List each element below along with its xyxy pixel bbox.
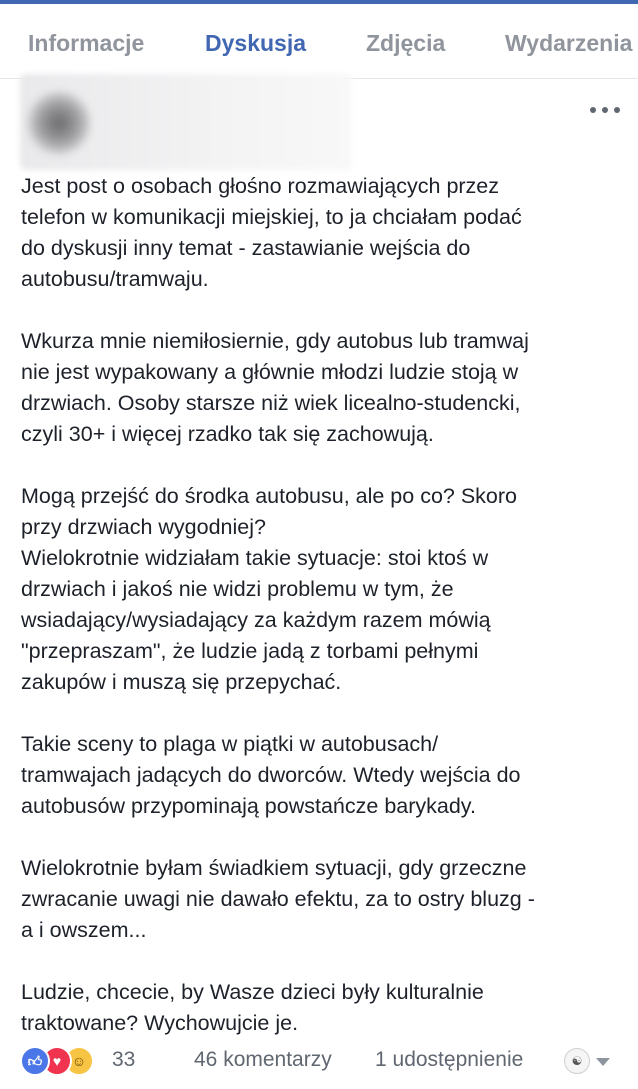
- post-paragraph: Ludzie, chcecie, by Wasze dzieci były kulturalnie traktowane? Wychowujcie je.: [21, 980, 484, 1035]
- page-tabs: [0, 4, 638, 79]
- post-paragraph: Wielokrotnie byłam świadkiem sytuacji, gdy grzeczne zwracanie uwagi nie dawało efektu, za to ostry bluzg - a i owszem...: [21, 856, 535, 942]
- tab-dyskusja[interactable]: Dyskusja: [205, 30, 307, 56]
- tab-zdjecia[interactable]: Zdjęcia: [366, 30, 446, 56]
- post-paragraph: Mogą przejść do środka autobusu, ale po co? Skoro przy drzwiach wygodniej? Wielokrotnie widziałam takie sytuacje: stoi ktoś w drzwiach i jakoś nie widzi problemu w tym, że wsiadający/wysiadający za każdym razem mówią "przepraszam", że ludzie jadą z torbami pełnymi zakupów i muszą się przepychać.: [21, 484, 517, 694]
- haha-icon: ☺: [64, 1046, 94, 1076]
- post-paragraph: Wkurza mnie niemiłosiernie, gdy autobus lub tramwaj nie jest wypakowany a głównie młodzi ludzie stoją w drzwiach. Osoby starsze niż wiek licealno-studencki, czyli 30+ i więcej rzadko tak się zachowują.: [21, 329, 529, 446]
- post-paragraph: Takie sceny to plaga w piątki w autobusach/ tramwajach jadących do dworców. Wtedy wejścia do autobusów przypominają powstańcze barykady.: [21, 732, 521, 818]
- reactions-summary[interactable]: [20, 1046, 104, 1074]
- tab-wydarzenia[interactable]: Wydarzenia: [505, 30, 633, 56]
- comments-count[interactable]: 46 komentarzy: [194, 1048, 332, 1071]
- audience-icon[interactable]: ☯: [564, 1048, 590, 1074]
- avatar: [28, 92, 90, 154]
- post-footer: [0, 1040, 638, 1080]
- tab-informacje[interactable]: Informacje: [28, 30, 145, 56]
- love-icon: ♥: [42, 1046, 72, 1076]
- shares-count[interactable]: 1 udostępnienie: [375, 1048, 524, 1071]
- post-text: [21, 171, 631, 1039]
- chevron-down-icon[interactable]: [596, 1058, 610, 1066]
- more-options-icon[interactable]: [590, 98, 620, 122]
- reaction-count[interactable]: 33: [112, 1048, 136, 1071]
- post-paragraph: Jest post o osobach głośno rozmawiających przez telefon w komunikacji miejskiej, to ja chciałam podać do dyskusji inny temat - zastawianie wejścia do autobusu/tramwaju.: [21, 174, 522, 291]
- like-icon: 👍︎: [20, 1046, 50, 1076]
